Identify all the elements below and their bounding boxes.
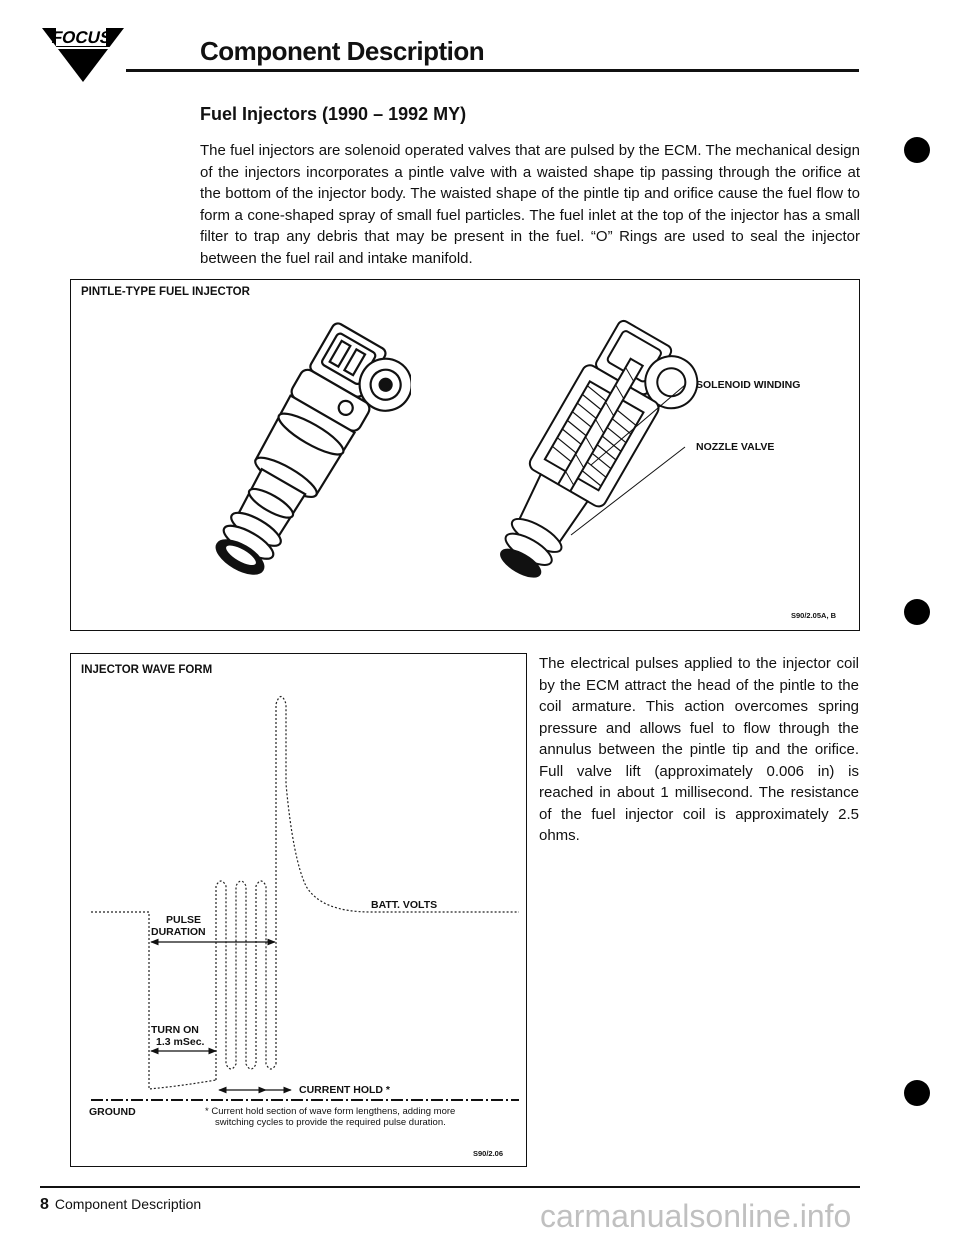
figure-title: PINTLE-TYPE FUEL INJECTOR: [81, 286, 250, 298]
note-line-1: * Current hold section of wave form lengthens, adding more: [205, 1106, 456, 1117]
margin-dot: [904, 599, 930, 625]
section-title: Fuel Injectors (1990 – 1992 MY): [200, 104, 467, 124]
callout-solenoid-winding: SOLENOID WINDING: [696, 379, 801, 391]
focus-logo: [40, 22, 126, 84]
label-ground: GROUND: [89, 1106, 136, 1118]
logo-text: FOCUS: [49, 27, 114, 47]
label-current-hold: CURRENT HOLD *: [299, 1084, 390, 1096]
side-paragraph: The electrical pulses applied to the injector coil by the ECM attract the head of the pintle to the coil armature. This action overcomes spring pressure and allows fuel to flow through the annulus between the pintle tip and the orifice. Full valve lift (approximately 0.006 in) is reached in about 1 millisecond. The resistance of the fuel injector coil is approximately 2.5 ohms.: [539, 655, 859, 844]
callout-leaders: [71, 280, 861, 632]
label-turn-on: TURN ON: [151, 1024, 199, 1036]
label-batt-volts: BATT. VOLTS: [371, 899, 438, 911]
margin-dot: [904, 137, 930, 163]
footer-rule: [40, 1186, 860, 1188]
page-number: 8: [40, 1196, 49, 1213]
waveform-title: INJECTOR WAVE FORM: [81, 664, 213, 676]
page-footer: [40, 1196, 201, 1214]
label-turn-on-time: 1.3 mSec.: [156, 1036, 205, 1048]
label-pulse: PULSE: [166, 914, 202, 926]
waveform-ref: S90/2.06: [473, 1149, 504, 1158]
intro-paragraph: The fuel injectors are solenoid operated valves that are pulsed by the ECM. The mechanical design of the injectors incorporates a pintle valve with a waisted shape tip passing through the orifice at the bottom of the injector body. The waisted shape of the pintle tip and orifice cause the fuel flow to form a cone-shaped spray of small fuel particles. The fuel inlet at the top of the injector has a small filter to trap any debris that may be present in the fuel. “O” Rings are used to seal the injector between the fuel rail and intake manifold.: [200, 142, 860, 267]
callout-nozzle-valve: NOZZLE VALVE: [696, 441, 775, 453]
footer-label: Component Description: [54, 1196, 202, 1212]
margin-dot: [904, 1080, 930, 1106]
injector-figure: [70, 279, 860, 631]
page-header-title: Component Description: [200, 36, 485, 66]
watermark: carmanualsonline.info: [540, 1198, 852, 1234]
header-rule: [126, 69, 859, 72]
note-line-2: switching cycles to provide the required pulse duration.: [215, 1117, 446, 1128]
label-duration: DURATION: [151, 926, 206, 938]
figure-ref: S90/2.05A, B: [791, 611, 837, 620]
waveform-figure: [70, 653, 527, 1167]
